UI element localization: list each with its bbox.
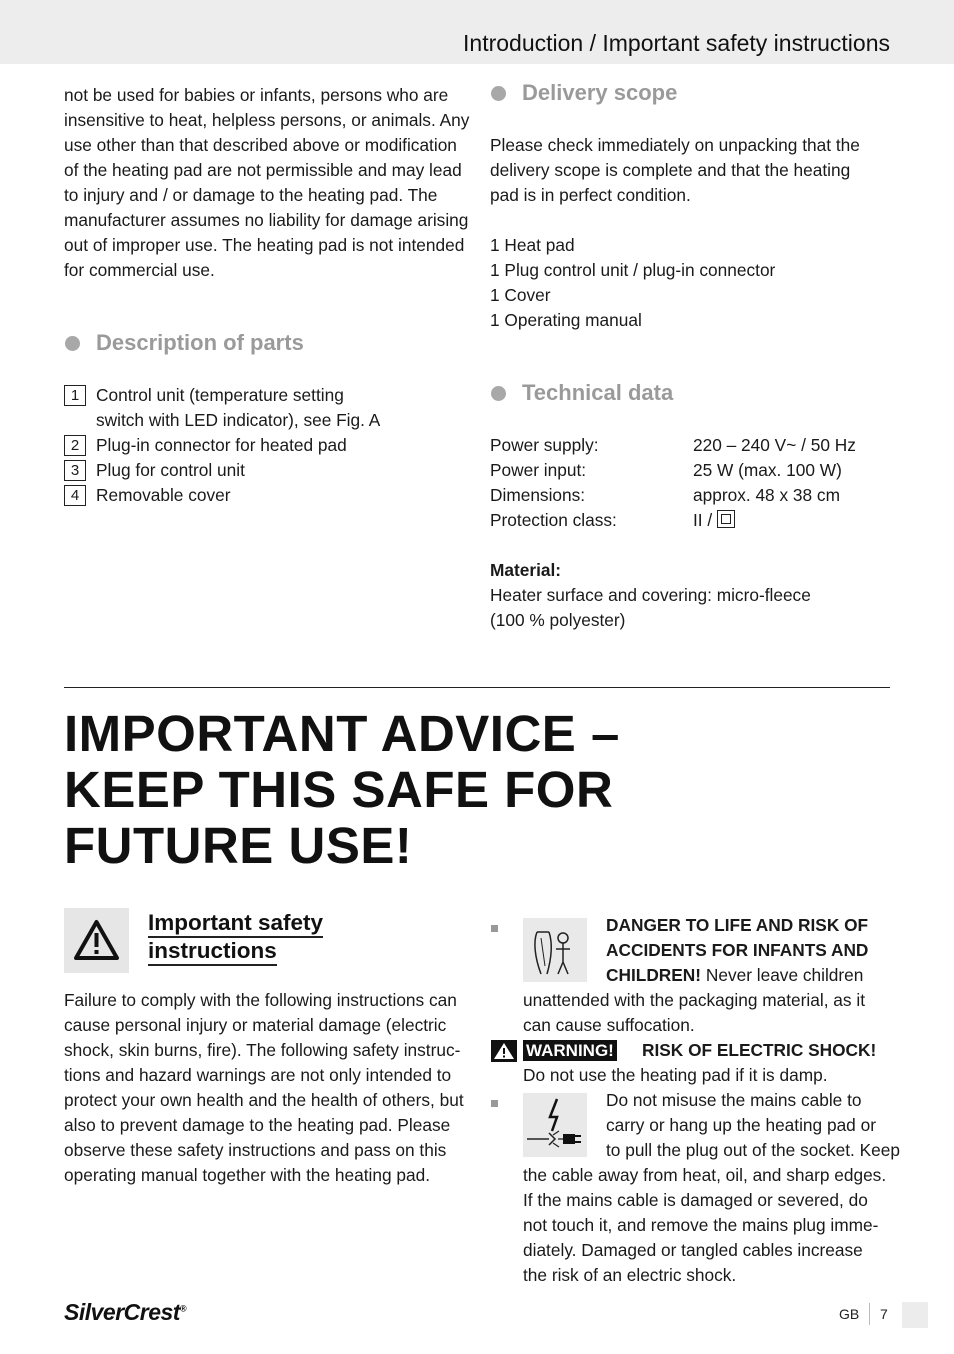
delivery-list bbox=[490, 233, 775, 333]
registered-mark: ® bbox=[179, 1303, 187, 1314]
part-label: Control unit (temperature setting bbox=[96, 385, 344, 405]
warning-badge: WARNING! bbox=[523, 1040, 617, 1061]
danger-heading-line: DANGER TO LIFE AND RISK OF bbox=[606, 915, 869, 935]
part-item bbox=[96, 433, 347, 458]
text-line: the cable away from heat, oil, and sharp edges. bbox=[523, 1165, 887, 1185]
text-line: operating manual together with the heating pad. bbox=[64, 1165, 431, 1185]
danger-heading-line: CHILDREN! bbox=[606, 965, 702, 985]
delivery-heading: Delivery scope bbox=[522, 80, 678, 105]
text-line: insensitive to heat, helpless persons, or animals. Any bbox=[64, 110, 470, 130]
text-line: carry or hang up the heating pad or bbox=[606, 1115, 876, 1135]
page-header-title: Introduction / Important safety instructions bbox=[463, 30, 890, 56]
part-number-badge: 4 bbox=[64, 485, 86, 506]
page-number: 7 bbox=[880, 1306, 888, 1322]
title-line: KEEP THIS SAFE FOR bbox=[64, 761, 614, 818]
tech-value bbox=[693, 508, 735, 533]
part-label: Plug-in connector for heated pad bbox=[96, 435, 347, 455]
text-line: pad is in perfect condition. bbox=[490, 185, 691, 205]
shock-heading: RISK OF ELECTRIC SHOCK! bbox=[642, 1040, 877, 1060]
title-line: FUTURE USE! bbox=[64, 817, 413, 874]
part-item bbox=[96, 383, 380, 433]
warning-triangle-icon bbox=[491, 1040, 517, 1062]
text-line: not touch it, and remove the mains plug imme- bbox=[523, 1215, 879, 1235]
square-bullet-icon bbox=[491, 1100, 498, 1107]
danger-warning-block bbox=[606, 913, 868, 988]
page-tab-marker bbox=[902, 1302, 928, 1328]
part-label: Plug for control unit bbox=[96, 460, 245, 480]
text-line: Do not misuse the mains cable to bbox=[606, 1090, 862, 1110]
text-line: Please check immediately on unpacking that the bbox=[490, 135, 860, 155]
text-line: to pull the plug out of the socket. Keep bbox=[606, 1140, 900, 1160]
text-line: cause personal injury or material damage (electric bbox=[64, 1015, 447, 1035]
material-text bbox=[490, 583, 811, 633]
text-line: Failure to comply with the following instructions can bbox=[64, 990, 457, 1010]
warning-triangle-icon bbox=[64, 908, 129, 973]
protection-class-icon bbox=[717, 510, 735, 528]
parts-heading: Description of parts bbox=[96, 330, 304, 355]
text-line: of the heating pad are not permissible and may lead bbox=[64, 160, 462, 180]
electric-cable-icon bbox=[523, 1093, 587, 1157]
text-line: observe these safety instructions and pass on this bbox=[64, 1140, 447, 1160]
text-line: out of improper use. The heating pad is not intended bbox=[64, 235, 465, 255]
text-line: If the mains cable is damaged or severed, do bbox=[523, 1190, 868, 1210]
section-bullet-icon bbox=[65, 336, 80, 351]
heading-line: Important safety bbox=[148, 910, 323, 938]
section-bullet-icon bbox=[491, 386, 506, 401]
safety-heading bbox=[148, 910, 323, 966]
title-line: IMPORTANT ADVICE – bbox=[64, 705, 620, 762]
safety-paragraph bbox=[64, 988, 464, 1188]
brand-name: SilverCrest bbox=[64, 1299, 180, 1325]
text-line: (100 % polyester) bbox=[490, 610, 626, 630]
text-line: tions and hazard warnings are not only intended to bbox=[64, 1065, 452, 1085]
text-line: shock, skin burns, fire). The following safety instruc- bbox=[64, 1040, 461, 1060]
text-line: the risk of an electric shock. bbox=[523, 1265, 737, 1285]
main-title bbox=[64, 706, 620, 874]
footer-separator bbox=[869, 1303, 870, 1325]
text-line: use other than that described above or modification bbox=[64, 135, 457, 155]
tech-label: Power supply: bbox=[490, 435, 599, 455]
part-label: Removable cover bbox=[96, 485, 231, 505]
cable-warning-block bbox=[606, 1088, 900, 1163]
protection-class-text: II / bbox=[693, 510, 713, 530]
part-label: switch with LED indicator), see Fig. A bbox=[96, 410, 381, 430]
text-line: also to prevent damage to the heating pad. Please bbox=[64, 1115, 451, 1135]
text-line: to injury and / or damage to the heating pad. The bbox=[64, 185, 438, 205]
tech-value: 220 – 240 V~ / 50 Hz bbox=[693, 435, 856, 455]
text-line: delivery scope is complete and that the heating bbox=[490, 160, 851, 180]
square-bullet-icon bbox=[491, 925, 498, 932]
tech-value: approx. 48 x 38 cm bbox=[693, 485, 840, 505]
text-line: unattended with the packaging material, as it bbox=[523, 990, 865, 1010]
material-heading: Material: bbox=[490, 560, 562, 580]
intro-paragraph bbox=[64, 83, 469, 283]
technical-heading: Technical data bbox=[522, 380, 674, 405]
danger-continued bbox=[523, 988, 865, 1038]
list-item: 1 Cover bbox=[490, 285, 551, 305]
part-item bbox=[96, 483, 230, 508]
tech-label: Protection class: bbox=[490, 510, 617, 530]
text-line: can cause suffocation. bbox=[523, 1015, 695, 1035]
part-item bbox=[96, 458, 245, 483]
tech-value: 25 W (max. 100 W) bbox=[693, 460, 842, 480]
danger-text: Never leave children bbox=[701, 965, 864, 985]
child-danger-icon bbox=[523, 918, 587, 982]
section-divider bbox=[64, 687, 890, 688]
text-line: not be used for babies or infants, persons who are bbox=[64, 85, 449, 105]
text-line bbox=[606, 963, 868, 988]
list-item: 1 Heat pad bbox=[490, 235, 575, 255]
danger-heading-line: ACCIDENTS FOR INFANTS AND bbox=[606, 940, 869, 960]
part-number-badge: 1 bbox=[64, 385, 86, 406]
section-bullet-icon bbox=[491, 86, 506, 101]
text-line: for commercial use. bbox=[64, 260, 215, 280]
tech-label: Dimensions: bbox=[490, 485, 586, 505]
shock-text: Do not use the heating pad if it is damp. bbox=[523, 1065, 828, 1085]
tech-label: Power input: bbox=[490, 460, 587, 480]
text-line: protect your own health and the health of others, but bbox=[64, 1090, 464, 1110]
list-item: 1 Plug control unit / plug-in connector bbox=[490, 260, 776, 280]
language-code: GB bbox=[839, 1306, 860, 1322]
text-line: Heater surface and covering: micro-fleece bbox=[490, 585, 811, 605]
text-line: diately. Damaged or tangled cables increase bbox=[523, 1240, 863, 1260]
cable-continued bbox=[523, 1163, 886, 1288]
list-item: 1 Operating manual bbox=[490, 310, 642, 330]
brand-logo bbox=[64, 1299, 186, 1326]
part-number-badge: 3 bbox=[64, 460, 86, 481]
heading-line: instructions bbox=[148, 938, 277, 966]
part-number-badge: 2 bbox=[64, 435, 86, 456]
delivery-paragraph bbox=[490, 133, 860, 208]
text-line: manufacturer assumes no liability for damage arising bbox=[64, 210, 469, 230]
